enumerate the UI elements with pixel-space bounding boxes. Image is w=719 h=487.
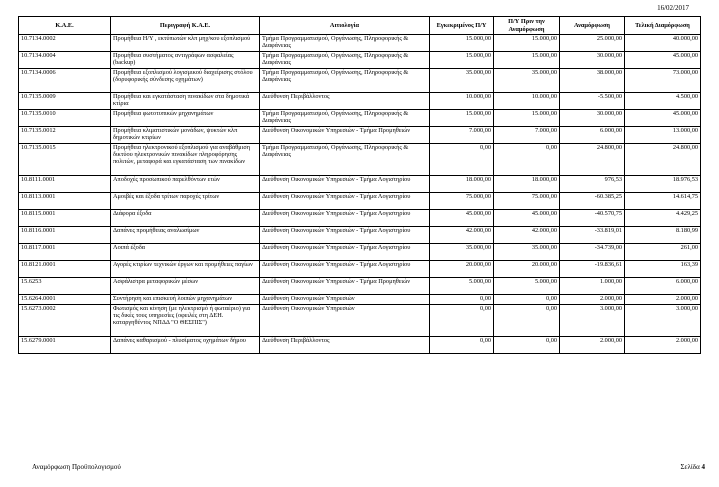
kae-cell: 10.7135.0015 [19, 144, 111, 176]
description-cell: Προμήθεια συστήματος αντιγράφων ασφαλείας (backup) [111, 52, 260, 69]
description-cell: Προμήθεια φωτοτυπικών μηχανημάτων [111, 110, 260, 127]
approved-budget-cell: 0,00 [430, 305, 494, 337]
revision-cell: 38.000,00 [560, 69, 625, 93]
table-row [19, 337, 701, 354]
budget-before-cell: 15.000,00 [494, 35, 560, 52]
table-row [19, 278, 701, 295]
revision-cell: 24.800,00 [560, 144, 625, 176]
reason-cell: Διεύθυνση Οικονομικών Υπηρεσιών - Τμήμα Λογιστηρίου [260, 227, 430, 244]
revision-cell: 30.000,00 [560, 52, 625, 69]
final-amount-cell: 24.800,00 [625, 144, 701, 176]
header-final-amount: Τελική Διαμόρφωση [625, 17, 701, 35]
footer-page-indicator [680, 463, 705, 471]
footer-page-label: Σελίδα [680, 463, 700, 471]
approved-budget-cell: 35.000,00 [430, 244, 494, 261]
budget-before-cell: 0,00 [494, 144, 560, 176]
reason-cell: Τμήμα Προγραμματισμού, Οργάνωσης, Πληροφορικής & Διαφάνειας [260, 110, 430, 127]
reason-cell: Τμήμα Προγραμματισμού, Οργάνωσης, Πληροφορικής & Διαφάνειας [260, 35, 430, 52]
kae-cell: 10.7135.0012 [19, 127, 111, 144]
budget-revision-table [18, 16, 701, 354]
reason-cell: Διεύθυνση Οικονομικών Υπηρεσιών [260, 305, 430, 337]
revision-cell: 25.000,00 [560, 35, 625, 52]
description-cell: Συντήρηση και επισκευή λοιπών μηχανημάτων [111, 295, 260, 305]
reason-cell: Διεύθυνση Περιβάλλοντος [260, 337, 430, 354]
final-amount-cell: 40.000,00 [625, 35, 701, 52]
header-budget-before: Π/Υ Πριν την Αναμόρφωση [494, 17, 560, 35]
revision-cell: -19.836,61 [560, 261, 625, 278]
kae-cell: 10.8113.0001 [19, 193, 111, 210]
revision-cell: 6.000,00 [560, 127, 625, 144]
description-cell: Διάφορα έξοδα [111, 210, 260, 227]
kae-cell: 15.6279.0001 [19, 337, 111, 354]
approved-budget-cell: 18.000,00 [430, 176, 494, 193]
budget-before-cell: 0,00 [494, 337, 560, 354]
description-cell: Προμήθεια κλιματιστικών μονάδων, ψυκτών κλπ δημοτικών κτιρίων [111, 127, 260, 144]
final-amount-cell: 8.180,99 [625, 227, 701, 244]
approved-budget-cell: 5.000,00 [430, 278, 494, 295]
reason-cell: Διεύθυνση Οικονομικών Υπηρεσιών - Τμήμα Λογιστηρίου [260, 261, 430, 278]
footer-document-title: Αναμόρφωση Προϋπολογισμού [32, 463, 121, 471]
print-date: 16/02/2017 [657, 4, 689, 12]
final-amount-cell: 2.000,00 [625, 295, 701, 305]
kae-cell: 10.8116.0001 [19, 227, 111, 244]
reason-cell: Διεύθυνση Οικονομικών Υπηρεσιών - Τμήμα Προμηθειών [260, 278, 430, 295]
approved-budget-cell: 15.000,00 [430, 110, 494, 127]
table-row [19, 52, 701, 69]
budget-before-cell: 7.000,00 [494, 127, 560, 144]
final-amount-cell: 3.000,00 [625, 305, 701, 337]
budget-before-cell: 45.000,00 [494, 210, 560, 227]
reason-cell: Τμήμα Προγραμματισμού, Οργάνωσης, Πληροφορικής & Διαφάνειας [260, 144, 430, 176]
budget-before-cell: 75.000,00 [494, 193, 560, 210]
final-amount-cell: 14.614,75 [625, 193, 701, 210]
kae-cell: 10.8111.0001 [19, 176, 111, 193]
revision-cell: 2.000,00 [560, 295, 625, 305]
approved-budget-cell: 10.000,00 [430, 93, 494, 110]
final-amount-cell: 6.000,00 [625, 278, 701, 295]
final-amount-cell: 45.000,00 [625, 52, 701, 69]
budget-before-cell: 42.000,00 [494, 227, 560, 244]
kae-cell: 15.6253 [19, 278, 111, 295]
revision-cell: 976,53 [560, 176, 625, 193]
reason-cell: Διεύθυνση Περιβάλλοντος [260, 93, 430, 110]
approved-budget-cell: 0,00 [430, 295, 494, 305]
table-row [19, 35, 701, 52]
budget-before-cell: 5.000,00 [494, 278, 560, 295]
budget-before-cell: 35.000,00 [494, 69, 560, 93]
approved-budget-cell: 75.000,00 [430, 193, 494, 210]
approved-budget-cell: 7.000,00 [430, 127, 494, 144]
reason-cell: Τμήμα Προγραμματισμού, Οργάνωσης, Πληροφορικής & Διαφάνειας [260, 69, 430, 93]
reason-cell: Διεύθυνση Οικονομικών Υπηρεσιών - Τμήμα Προμηθειών [260, 127, 430, 144]
final-amount-cell: 163,39 [625, 261, 701, 278]
approved-budget-cell: 35.000,00 [430, 69, 494, 93]
revision-cell: 2.000,00 [560, 337, 625, 354]
table-row [19, 110, 701, 127]
description-cell: Αποδοχές προσωπικού παρελθόντων ετών [111, 176, 260, 193]
kae-cell: 10.7135.0009 [19, 93, 111, 110]
table-row [19, 210, 701, 227]
header-approved-budget: Εγκεκριμένος Π/Υ [430, 17, 494, 35]
table-row [19, 227, 701, 244]
kae-cell: 15.6273.0002 [19, 305, 111, 337]
approved-budget-cell: 20.000,00 [430, 261, 494, 278]
description-cell: Προμήθεια και εγκατάσταση πινακίδων στα δημοτικά κτίρια [111, 93, 260, 110]
final-amount-cell: 45.000,00 [625, 110, 701, 127]
final-amount-cell: 4.500,00 [625, 93, 701, 110]
table-row [19, 93, 701, 110]
table-row [19, 144, 701, 176]
kae-cell: 10.8115.0001 [19, 210, 111, 227]
header-description: Περιγραφή Κ.Α.Ε. [111, 17, 260, 35]
header-kae: Κ.Α.Ε. [19, 17, 111, 35]
table-row [19, 295, 701, 305]
table-row [19, 244, 701, 261]
reason-cell: Διεύθυνση Οικονομικών Υπηρεσιών - Τμήμα Λογιστηρίου [260, 193, 430, 210]
kae-cell: 15.6264.0001 [19, 295, 111, 305]
description-cell: Προμήθεια Η/Υ , εκτύπωτών κλπ μηχ/κου εξοπλισμού [111, 35, 260, 52]
table-row [19, 127, 701, 144]
final-amount-cell: 13.000,00 [625, 127, 701, 144]
budget-before-cell: 10.000,00 [494, 93, 560, 110]
approved-budget-cell: 0,00 [430, 144, 494, 176]
description-cell: Αγορές κτιρίων τεχνικών έργων και προμήθειες παγίων [111, 261, 260, 278]
reason-cell: Διεύθυνση Οικονομικών Υπηρεσιών - Τμήμα Λογιστηρίου [260, 176, 430, 193]
reason-cell: Διεύθυνση Οικονομικών Υπηρεσιών [260, 295, 430, 305]
revision-cell: -5.500,00 [560, 93, 625, 110]
header-reason: Αιτιολογία [260, 17, 430, 35]
footer-page-number: 4 [701, 463, 705, 471]
budget-before-cell: 35.000,00 [494, 244, 560, 261]
revision-cell: 3.000,00 [560, 305, 625, 337]
revision-cell: -33.819,01 [560, 227, 625, 244]
description-cell: Φωτισμός και κίνηση (με ηλεκτρισμό ή φωταέριο) για τις δικές τους υπηρεσίες (οφειλές στη ΔΕΗ. καταργηθέντος ΝΠΔΔ "Ο ΘΕΣΠΙΣ") [111, 305, 260, 337]
revision-cell: 1.000,00 [560, 278, 625, 295]
table-row [19, 305, 701, 337]
kae-cell: 10.7134.0002 [19, 35, 111, 52]
final-amount-cell: 4.429,25 [625, 210, 701, 227]
description-cell: Λοιπά έξοδα [111, 244, 260, 261]
reason-cell: Διεύθυνση Οικονομικών Υπηρεσιών - Τμήμα Λογιστηρίου [260, 210, 430, 227]
budget-before-cell: 18.000,00 [494, 176, 560, 193]
description-cell: Προμήθεια εξοπλισμού λογισμικού διαχείρισης στόλου (δορυφορικής σύνδεσης οχημάτων) [111, 69, 260, 93]
kae-cell: 10.8117.0001 [19, 244, 111, 261]
description-cell: Αμοιβές και έξοδα τρίτων παροχές τρίτων [111, 193, 260, 210]
description-cell: Ασφάλιστρα μεταφορικών μέσων [111, 278, 260, 295]
final-amount-cell: 18.976,53 [625, 176, 701, 193]
budget-before-cell: 0,00 [494, 305, 560, 337]
budget-before-cell: 0,00 [494, 295, 560, 305]
table-row [19, 261, 701, 278]
kae-cell: 10.7134.0006 [19, 69, 111, 93]
final-amount-cell: 261,00 [625, 244, 701, 261]
approved-budget-cell: 15.000,00 [430, 52, 494, 69]
reason-cell: Διεύθυνση Οικονομικών Υπηρεσιών - Τμήμα Λογιστηρίου [260, 244, 430, 261]
budget-before-cell: 20.000,00 [494, 261, 560, 278]
table-row [19, 69, 701, 93]
approved-budget-cell: 45.000,00 [430, 210, 494, 227]
budget-before-cell: 15.000,00 [494, 110, 560, 127]
approved-budget-cell: 42.000,00 [430, 227, 494, 244]
kae-cell: 10.7134.0004 [19, 52, 111, 69]
revision-cell: -40.570,75 [560, 210, 625, 227]
kae-cell: 10.7135.0010 [19, 110, 111, 127]
table-row [19, 176, 701, 193]
description-cell: Δαπάνες προμήθειας αναλωσίμων [111, 227, 260, 244]
revision-cell: -60.385,25 [560, 193, 625, 210]
revision-cell: -34.739,00 [560, 244, 625, 261]
final-amount-cell: 73.000,00 [625, 69, 701, 93]
description-cell: Δαπάνες καθαρισμού - πλυσίματος οχημάτων δήμου [111, 337, 260, 354]
kae-cell: 10.8121.0001 [19, 261, 111, 278]
budget-before-cell: 15.000,00 [494, 52, 560, 69]
description-cell: Προμήθεια ηλεκτρονικού εξοπλισμού για αναβάθμιση δικτύου ηλεκτρονικών πινακίδων πληροφόρησης πολιτών, μεταφορά και εγκατάσταση των πινακίδων [111, 144, 260, 176]
approved-budget-cell: 15.000,00 [430, 35, 494, 52]
revision-cell: 30.000,00 [560, 110, 625, 127]
table-row [19, 193, 701, 210]
final-amount-cell: 2.000,00 [625, 337, 701, 354]
header-revision: Αναμόρφωση [560, 17, 625, 35]
table-header-row [19, 17, 701, 35]
approved-budget-cell: 0,00 [430, 337, 494, 354]
reason-cell: Τμήμα Προγραμματισμού, Οργάνωσης, Πληροφορικής & Διαφάνειας [260, 52, 430, 69]
